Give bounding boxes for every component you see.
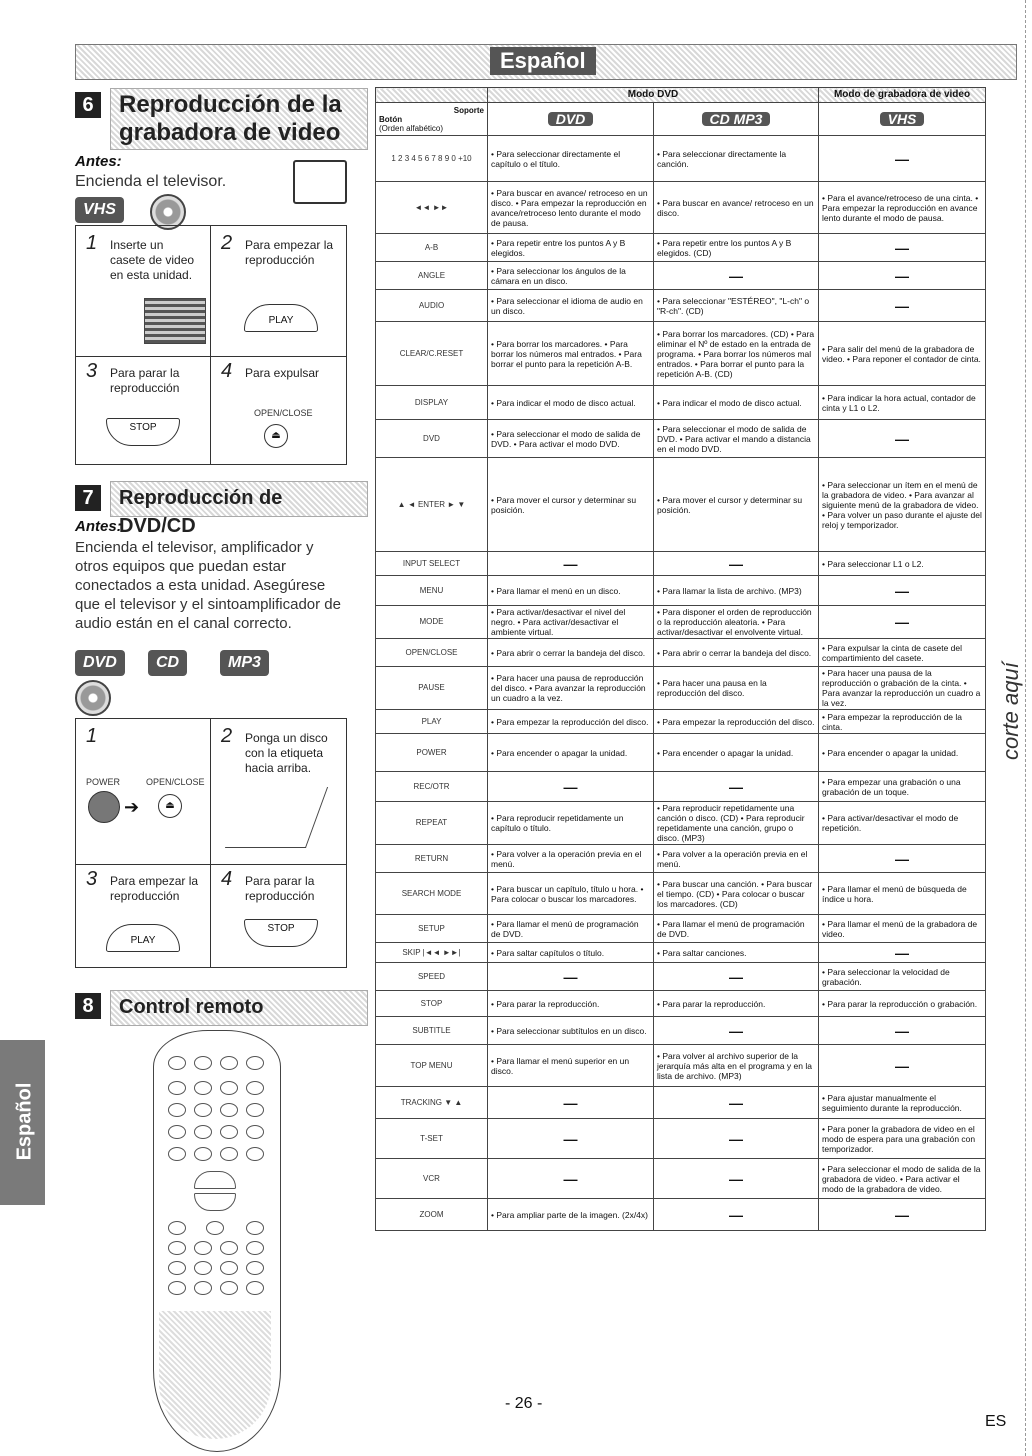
cd-function-cell: • Para seleccionar el modo de salida de DVD. • Para activar el mando a distancia en el modo DVD. (654, 420, 819, 458)
eject-icon: ⏏ (264, 424, 288, 448)
section-8-number: 8 (75, 993, 101, 1019)
table-row (376, 639, 986, 667)
vhs-function-cell: — (819, 1017, 986, 1045)
table-row (376, 182, 986, 234)
table-row (376, 943, 986, 963)
cd-function-cell: — (654, 1119, 819, 1159)
table-row (376, 1087, 986, 1119)
dvd-function-cell: • Para saltar capítulos o título. (488, 943, 654, 963)
page-number: - 26 - (505, 1395, 543, 1412)
dvd-function-cell: • Para parar la reproducción. (488, 991, 654, 1017)
vhs-function-cell: — (819, 606, 986, 639)
cd-function-cell: • Para buscar en avance/ retroceso en un disco. (654, 182, 819, 234)
cd-function-cell: — (654, 963, 819, 991)
remote-control-illustration (153, 1030, 281, 1452)
dvd-function-cell: • Para hacer una pausa de reproducción del disco. • Para avanzar la reproducción un cuadro a la vez. (488, 667, 654, 710)
table-row (376, 290, 986, 322)
disc-tray-illustration (225, 787, 328, 848)
button-cell: TRACKING ▼ ▲ (376, 1087, 488, 1119)
button-cell: SETUP (376, 915, 488, 943)
table-row (376, 734, 986, 772)
vhs-function-cell: • Para expulsar la cinta de casete del compartimiento del casete. (819, 639, 986, 667)
section-8-title: Control remoto (110, 990, 368, 1026)
table-row (376, 873, 986, 915)
dvd-column-header: DVD (488, 103, 654, 136)
button-cell: OPEN/CLOSE (376, 639, 488, 667)
table-row (376, 1199, 986, 1231)
section-6-antes: Antes: (75, 153, 122, 170)
dvd-function-cell: — (488, 1087, 654, 1119)
table-row (376, 710, 986, 734)
dvd-function-cell: • Para llamar el menú de programación de DVD. (488, 915, 654, 943)
vhs-function-cell: — (819, 1045, 986, 1087)
table-row (376, 606, 986, 639)
cd-function-cell: • Para buscar una canción. • Para buscar el tiempo. (CD) • Para colocar o buscar los marcadores. (CD) (654, 873, 819, 915)
disc-icon (75, 680, 111, 716)
dvd-function-cell: — (488, 963, 654, 991)
mp3-badge: MP3 (220, 650, 269, 676)
vhs-function-cell: • Para encender o apagar la unidad. (819, 734, 986, 772)
button-cell: SUBTITLE (376, 1017, 488, 1045)
play-button-illustration-7: PLAY (106, 924, 180, 952)
dvd-function-cell: — (488, 1159, 654, 1199)
cd-function-cell: • Para llamar el menú de programación de DVD. (654, 915, 819, 943)
vhs-function-cell: — (819, 1199, 986, 1231)
vhs-function-cell: • Para empezar la reproducción de la cinta. (819, 710, 986, 734)
dvd-function-cell: • Para mover el cursor y determinar su posición. (488, 458, 654, 552)
button-cell: TOP MENU (376, 1045, 488, 1087)
cd-mp3-column-header: CD MP3 (654, 103, 819, 136)
mode-vhs-header: Modo de grabadora de video (819, 88, 986, 103)
tv-icon (293, 160, 347, 204)
arrow-icon: ➔ (124, 797, 140, 817)
button-cell: ▲ ◄ ENTER ► ▼ (376, 458, 488, 552)
dvd-function-cell: • Para llamar el menú en un disco. (488, 576, 654, 606)
vhs-function-cell: — (819, 576, 986, 606)
stop-button-illustration: STOP (106, 418, 180, 446)
table-row (376, 234, 986, 262)
dvd-function-cell: • Para seleccionar subtítulos en un disco. (488, 1017, 654, 1045)
button-cell: PLAY (376, 710, 488, 734)
table-row (376, 420, 986, 458)
dvd-function-cell: — (488, 1119, 654, 1159)
table-row (376, 991, 986, 1017)
vhs-badge: VHS (75, 197, 124, 223)
dvd-function-cell: • Para encender o apagar la unidad. (488, 734, 654, 772)
cd-function-cell: • Para parar la reproducción. (654, 991, 819, 1017)
dvd-function-cell: • Para llamar el menú superior en un disco. (488, 1045, 654, 1087)
section-7-antes: Antes: (75, 518, 122, 535)
section-6-steps: 1 Inserte un casete de video en esta unidad. 2 Para empezar la reproducción PLAY 3 Para parar la reproducción STOP 4 Para expulsar OPEN/CLOSE ⏏ (75, 225, 347, 465)
table-row (376, 552, 986, 576)
page-header-title: Español (490, 47, 596, 75)
button-cell: MODE (376, 606, 488, 639)
dvd-function-cell: • Para ampliar parte de la imagen. (2x/4x) (488, 1199, 654, 1231)
dvd-function-cell: • Para buscar un capítulo, título u hora. • Para colocar o buscar los marcadores. (488, 873, 654, 915)
cd-function-cell: • Para repetir entre los puntos A y B elegidos. (CD) (654, 234, 819, 262)
table-row (376, 1045, 986, 1087)
vhs-function-cell: • Para salir del menú de la grabadora de video. • Para reponer el contador de cinta. (819, 322, 986, 386)
section-6-intro: Encienda el televisor. (75, 173, 227, 190)
cd-function-cell: — (654, 552, 819, 576)
table-row (376, 1119, 986, 1159)
vhs-function-cell: • Para llamar el menú de búsqueda de índice u hora. (819, 873, 986, 915)
vhs-function-cell: — (819, 943, 986, 963)
table-row (376, 136, 986, 182)
cd-function-cell: • Para borrar los marcadores. (CD) • Para eliminar el Nº de estado en la entrada de programa. • Para borrar los números mal entrados. • Para borrar el punto para la repetición A-B. (CD) (654, 322, 819, 386)
vhs-function-cell: • Para parar la reproducción o grabación. (819, 991, 986, 1017)
vhs-function-cell: • Para el avance/retroceso de una cinta. • Para empezar la reproducción en avance lento durante el modo de pausa. (819, 182, 986, 234)
button-cell: VCR (376, 1159, 488, 1199)
button-cell: A-B (376, 234, 488, 262)
cd-function-cell: — (654, 262, 819, 290)
button-cell: CLEAR/C.RESET (376, 322, 488, 386)
table-row (376, 458, 986, 552)
button-cell: REC/OTR (376, 772, 488, 802)
button-cell: AUDIO (376, 290, 488, 322)
dvd-function-cell: • Para seleccionar los ángulos de la cámara en un disco. (488, 262, 654, 290)
button-cell: SKIP |◄◄ ►►| (376, 943, 488, 963)
table-row (376, 262, 986, 290)
button-cell: POWER (376, 734, 488, 772)
vcr-insert-illustration (144, 298, 206, 344)
button-cell: PAUSE (376, 667, 488, 710)
open-close-label-7: OPEN/CLOSE (146, 777, 205, 787)
mode-dvd-header: Modo DVD (488, 88, 819, 103)
cd-badge: CD (148, 650, 187, 676)
cut-line (1025, 0, 1026, 1456)
vhs-function-cell: • Para seleccionar un ítem en el menú de la grabadora de video. • Para avanzar al siguiente menú de la grabadora de video. • Para volver un paso durante el ajuste del reloj y temporizador. (819, 458, 986, 552)
dvd-function-cell: • Para abrir o cerrar la bandeja del disco. (488, 639, 654, 667)
table-row (376, 386, 986, 420)
cd-function-cell: • Para encender o apagar la unidad. (654, 734, 819, 772)
dvd-function-cell: • Para indicar el modo de disco actual. (488, 386, 654, 420)
section-6-title: Reproducción de la grabadora de video (110, 88, 368, 150)
dvd-function-cell: — (488, 552, 654, 576)
button-cell: 1 2 3 4 5 6 7 8 9 0 +10 (376, 136, 488, 182)
cd-function-cell: • Para hacer una pausa en la reproducción del disco. (654, 667, 819, 710)
cd-function-cell: — (654, 1087, 819, 1119)
dvd-function-cell: — (488, 772, 654, 802)
vhs-function-cell: • Para seleccionar el modo de salida de la grabadora de video. • Para activar el modo de la grabadora de video. (819, 1159, 986, 1199)
language-side-tab: Español (0, 1040, 45, 1205)
vhs-function-cell: — (819, 262, 986, 290)
cut-here-label: corte aquí (998, 662, 1023, 760)
vhs-function-cell: • Para ajustar manualmente el seguimiento durante la reproducción. (819, 1087, 986, 1119)
cd-function-cell: • Para volver al archivo superior de la jerarquía más alta en el programa y en la lista de archivo. (MP3) (654, 1045, 819, 1087)
dvd-function-cell: • Para activar/desactivar el nivel del negro. • Para activar/desactivar el ambiente virtual. (488, 606, 654, 639)
cd-function-cell: • Para seleccionar directamente la canción. (654, 136, 819, 182)
cd-function-cell: — (654, 1199, 819, 1231)
dvd-function-cell: • Para seleccionar directamente el capítulo o el título. (488, 136, 654, 182)
cd-function-cell: • Para abrir o cerrar la bandeja del disco. (654, 639, 819, 667)
table-row (376, 322, 986, 386)
eject-icon-7: ⏏ (158, 794, 182, 818)
cd-function-cell: • Para mover el cursor y determinar su posición. (654, 458, 819, 552)
button-cell: RETURN (376, 845, 488, 873)
vhs-function-cell: • Para hacer una pausa de la reproducción o grabación de la cinta. • Para avanzar la reproducción un cuadro a la vez. (819, 667, 986, 710)
section-7-steps: 1 POWER OPEN/CLOSE ➔ ⏏ 2 Ponga un disco con la etiqueta hacia arriba. 3 Para empezar la reproducción PLAY 4 Para parar la reproducción STOP (75, 718, 347, 968)
play-button-illustration: PLAY (244, 304, 318, 332)
button-cell: DISPLAY (376, 386, 488, 420)
cd-function-cell: — (654, 1159, 819, 1199)
section-6-number: 6 (75, 92, 101, 118)
section-7-number: 7 (75, 485, 101, 511)
power-button-illustration (88, 791, 120, 823)
table-row (376, 1017, 986, 1045)
cd-function-cell: — (654, 772, 819, 802)
button-cell: SPEED (376, 963, 488, 991)
cd-function-cell: • Para saltar canciones. (654, 943, 819, 963)
table-row (376, 772, 986, 802)
button-cell: INPUT SELECT (376, 552, 488, 576)
vhs-function-cell: • Para llamar el menú de la grabadora de video. (819, 915, 986, 943)
table-row (376, 963, 986, 991)
vhs-function-cell: • Para empezar una grabación o una grabación de un toque. (819, 772, 986, 802)
vhs-function-cell: • Para activar/desactivar el modo de repetición. (819, 802, 986, 845)
dvd-function-cell: • Para seleccionar el modo de salida de DVD. • Para activar el modo DVD. (488, 420, 654, 458)
stop-button-illustration-7: STOP (244, 919, 318, 947)
cd-function-cell: • Para seleccionar "ESTÉREO", "L-ch" o "R-ch". (CD) (654, 290, 819, 322)
button-cell: STOP (376, 991, 488, 1017)
vhs-function-cell: • Para seleccionar la velocidad de grabación. (819, 963, 986, 991)
vhs-function-cell: • Para seleccionar L1 o L2. (819, 552, 986, 576)
dvd-function-cell: • Para seleccionar el idioma de audio en un disco. (488, 290, 654, 322)
power-label: POWER (86, 777, 121, 787)
button-cell: SEARCH MODE (376, 873, 488, 915)
dvd-function-cell: • Para reproducir repetidamente un capítulo o título. (488, 802, 654, 845)
table-body (376, 136, 986, 1231)
vhs-function-cell: — (819, 290, 986, 322)
cd-function-cell: • Para reproducir repetidamente una canción o disco. (CD) • Para reproducir repetidamente una canción, grupo o disco. (MP3) (654, 802, 819, 845)
cd-function-cell: • Para llamar la lista de archivo. (MP3) (654, 576, 819, 606)
button-cell: ANGLE (376, 262, 488, 290)
cd-function-cell: • Para volver a la operación previa en el menú. (654, 845, 819, 873)
vhs-function-cell: — (819, 845, 986, 873)
table-spacer-header (376, 88, 488, 103)
table-row (376, 1159, 986, 1199)
dvd-function-cell: • Para borrar los marcadores. • Para borrar los números mal entrados. • Para borrar el punto para la repetición A-B. (488, 322, 654, 386)
section-7-title: Reproducción de DVD/CD (110, 481, 368, 517)
button-cell: ZOOM (376, 1199, 488, 1231)
table-row (376, 845, 986, 873)
button-cell: DVD (376, 420, 488, 458)
dvd-function-cell: • Para volver a la operación previa en el menú. (488, 845, 654, 873)
table-row (376, 576, 986, 606)
vhs-function-cell: — (819, 136, 986, 182)
table-row (376, 667, 986, 710)
dvd-function-cell: • Para repetir entre los puntos A y B elegidos. (488, 234, 654, 262)
table-corner-cell: Soporte Botón (Orden alfabético) (376, 103, 488, 136)
cd-function-cell: — (654, 1017, 819, 1045)
vhs-function-cell: — (819, 420, 986, 458)
open-close-label: OPEN/CLOSE (254, 408, 313, 418)
vhs-function-cell: • Para poner la grabadora de video en el modo de espera para una grabación con temporizador. (819, 1119, 986, 1159)
button-cell: ◄◄ ►► (376, 182, 488, 234)
dvd-badge: DVD (75, 650, 125, 676)
button-cell: T-SET (376, 1119, 488, 1159)
button-cell: MENU (376, 576, 488, 606)
table-row (376, 802, 986, 845)
vhs-function-cell: — (819, 234, 986, 262)
dvd-function-cell: • Para empezar la reproducción del disco. (488, 710, 654, 734)
section-7-intro: Encienda el televisor, amplificador y otros equipos que puedan estar conectados a esta unidad. Asegúrese que el televisor y el sintoamplificador de audio están en el canal correcto. (75, 539, 341, 632)
table-row (376, 915, 986, 943)
cd-function-cell: • Para disponer el orden de reproducción o la reproducción aleatoria. • Para activar/desactivar el envolvente virtual. (654, 606, 819, 639)
cd-function-cell: • Para indicar el modo de disco actual. (654, 386, 819, 420)
remote-functions-table (375, 87, 986, 1231)
cd-function-cell: • Para empezar la reproducción del disco. (654, 710, 819, 734)
dvd-function-cell: • Para buscar en avance/ retroceso en un disco. • Para empezar la reproducción en avance/retroceso lento durante el modo de pausa. (488, 182, 654, 234)
vhs-column-header: VHS (819, 103, 986, 136)
button-cell: REPEAT (376, 802, 488, 845)
language-code: ES (985, 1413, 1007, 1430)
vhs-function-cell: • Para indicar la hora actual, contador de cinta y L1 o L2. (819, 386, 986, 420)
